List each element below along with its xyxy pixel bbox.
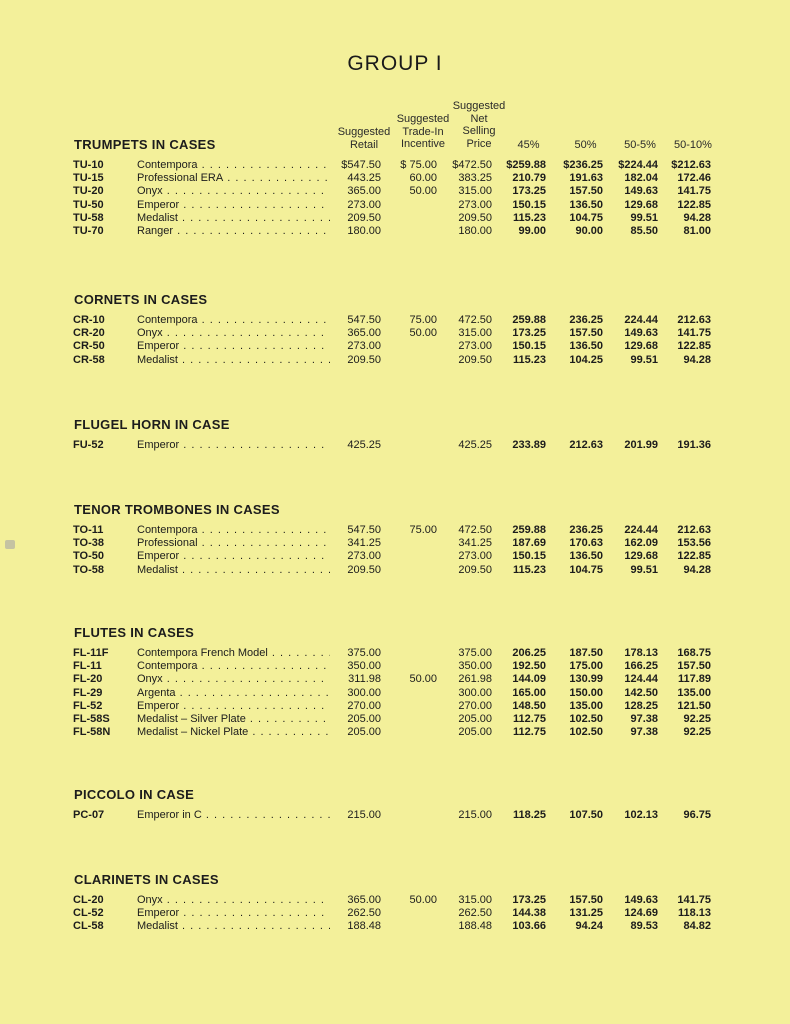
cell-code: CL-58 xyxy=(73,920,104,933)
cell-code: TU-20 xyxy=(73,185,104,198)
cell-p5010: 92.25 xyxy=(683,713,711,725)
cell-p505: 182.04 xyxy=(624,172,658,185)
cell-p50: 212.63 xyxy=(569,439,603,451)
cell-p505: 149.63 xyxy=(624,327,658,340)
cell-code: TU-70 xyxy=(73,225,104,237)
cell-p5010: 212.63 xyxy=(677,524,711,536)
cell-code: PC-07 xyxy=(73,809,105,821)
cell-p50: 130.99 xyxy=(569,673,603,686)
cell-retail: 350.00 xyxy=(347,660,381,673)
cell-p45: 259.88 xyxy=(512,314,546,326)
cell-p50: 135.00 xyxy=(569,699,603,712)
cell-p5010: 81.00 xyxy=(683,225,711,237)
cell-p50: 150.00 xyxy=(569,686,603,699)
cell-p45: 144.09 xyxy=(512,673,546,686)
table-row xyxy=(0,673,790,686)
cell-net: 273.00 xyxy=(458,340,492,353)
cell-p505: 129.68 xyxy=(624,198,658,211)
cell-net: 209.50 xyxy=(458,563,492,576)
cell-p50: 131.25 xyxy=(569,907,603,920)
cell-code: TO-58 xyxy=(73,563,104,576)
cell-p5010: 94.28 xyxy=(683,563,711,576)
cell-retail: 443.25 xyxy=(347,172,381,185)
table-row xyxy=(0,550,790,563)
cell-trade: 75.00 xyxy=(409,524,437,536)
cell-p505: 166.25 xyxy=(624,660,658,673)
cell-trade: 60.00 xyxy=(409,172,437,185)
cell-p505: 224.44 xyxy=(624,524,658,536)
cell-model: Professional ERA . . . xyxy=(137,172,330,185)
cell-model: Emperor . . . xyxy=(137,340,330,353)
cell-model: Emperor . . . xyxy=(137,439,330,452)
cell-net: 273.00 xyxy=(458,550,492,563)
cell-retail: 209.50 xyxy=(347,353,381,366)
cell-p45: 103.66 xyxy=(512,920,546,933)
cell-p45: 187.69 xyxy=(512,537,546,550)
cell-p50: 104.25 xyxy=(569,353,603,366)
cell-p5010: 122.85 xyxy=(677,340,711,353)
cell-p5010: 168.75 xyxy=(677,647,711,659)
cell-p505: 224.44 xyxy=(624,314,658,326)
cell-trade: 50.00 xyxy=(409,185,437,198)
cell-code: CR-50 xyxy=(73,340,105,353)
cell-p45: 150.15 xyxy=(512,340,546,353)
cell-retail: 180.00 xyxy=(347,225,381,237)
table-row xyxy=(0,172,790,185)
cell-code: TU-15 xyxy=(73,172,104,185)
cell-p5010: 135.00 xyxy=(677,686,711,699)
cell-code: TO-38 xyxy=(73,537,104,550)
cell-net: 472.50 xyxy=(458,524,492,536)
cell-code: FL-29 xyxy=(73,686,103,699)
cell-p45: 233.89 xyxy=(512,439,546,451)
cell-p45: 115.23 xyxy=(512,211,546,224)
cell-code: FL-11F xyxy=(73,647,109,659)
table-row xyxy=(0,354,790,367)
cell-code: TU-50 xyxy=(73,198,104,211)
cell-model: Medalist . . . xyxy=(137,212,330,225)
cell-net: 180.00 xyxy=(458,225,492,237)
cell-p50: 104.75 xyxy=(569,563,603,576)
table-row xyxy=(0,439,790,452)
section-title: PICCOLO IN CASE xyxy=(74,787,195,802)
table-row xyxy=(0,713,790,726)
cell-model: Onyx . . . xyxy=(137,327,330,340)
cell-retail: 375.00 xyxy=(347,647,381,659)
cell-code: FL-52 xyxy=(73,699,103,712)
cell-net: 315.00 xyxy=(458,327,492,340)
cell-model: Emperor . . . xyxy=(137,700,330,713)
cell-p50: 136.50 xyxy=(569,550,603,563)
cell-trade: $ 75.00 xyxy=(400,159,437,171)
cell-net: 472.50 xyxy=(458,314,492,326)
cell-model: Professional . . . xyxy=(137,537,330,550)
table-row xyxy=(0,809,790,822)
cell-net: 425.25 xyxy=(458,439,492,451)
cell-p5010: 122.85 xyxy=(677,550,711,563)
cell-p45: 206.25 xyxy=(512,647,546,659)
header-net-price xyxy=(449,100,509,150)
section-title: FLUGEL HORN IN CASE xyxy=(74,417,230,432)
cell-p5010: 121.50 xyxy=(677,699,711,712)
section-title: CORNETS IN CASES xyxy=(74,292,208,307)
cell-p505: 99.51 xyxy=(630,211,658,224)
cell-p50: 94.24 xyxy=(575,920,603,933)
table-row xyxy=(0,185,790,198)
cell-retail: 547.50 xyxy=(347,524,381,536)
cell-model: Onyx . . . xyxy=(137,185,330,198)
cell-net: 209.50 xyxy=(458,211,492,224)
cell-p505: 89.53 xyxy=(630,920,658,933)
cell-p50: 102.50 xyxy=(569,713,603,725)
cell-p50: $236.25 xyxy=(563,159,603,171)
cell-p505: 102.13 xyxy=(624,809,658,821)
section-title: TENOR TROMBONES IN CASES xyxy=(74,502,280,517)
cell-retail: 300.00 xyxy=(347,686,381,699)
cell-p5010: 141.75 xyxy=(677,185,711,198)
cell-code: FL-20 xyxy=(73,673,103,686)
cell-trade: 50.00 xyxy=(409,327,437,340)
header-retail xyxy=(334,126,394,151)
cell-net: 205.00 xyxy=(458,726,492,739)
cell-p505: 128.25 xyxy=(624,699,658,712)
cell-p505: 162.09 xyxy=(624,537,658,550)
table-row xyxy=(0,700,790,713)
cell-p505: 85.50 xyxy=(630,225,658,237)
cell-model: Emperor . . . xyxy=(137,550,330,563)
cell-p50: 170.63 xyxy=(569,537,603,550)
cell-p5010: 153.56 xyxy=(677,537,711,550)
cell-p45: 99.00 xyxy=(518,225,546,237)
cell-net: 261.98 xyxy=(458,673,492,686)
cell-code: TU-58 xyxy=(73,211,104,224)
cell-p505: 149.63 xyxy=(624,185,658,198)
cell-p45: 173.25 xyxy=(512,185,546,198)
table-row xyxy=(0,660,790,673)
header-50-10: 50-10% xyxy=(674,139,712,151)
cell-p45: 210.79 xyxy=(512,172,546,185)
cell-retail: 209.50 xyxy=(347,563,381,576)
table-row xyxy=(0,159,790,172)
cell-model: Contempora . . . xyxy=(137,159,330,172)
cell-net: 341.25 xyxy=(458,537,492,550)
cell-p45: 150.15 xyxy=(512,198,546,211)
cell-p5010: 157.50 xyxy=(677,660,711,673)
cell-p50: 236.25 xyxy=(569,314,603,326)
cell-p505: 129.68 xyxy=(624,340,658,353)
cell-p45: 165.00 xyxy=(512,686,546,699)
cell-code: FU-52 xyxy=(73,439,104,451)
cell-net: 315.00 xyxy=(458,185,492,198)
cell-p505: 124.69 xyxy=(624,907,658,920)
header-trade-in xyxy=(392,113,454,151)
header-retail-line1: Suggested xyxy=(337,126,391,138)
cell-retail: 209.50 xyxy=(347,211,381,224)
cell-p45: 112.75 xyxy=(512,726,546,739)
cell-p50: 136.50 xyxy=(569,340,603,353)
table-row xyxy=(0,340,790,353)
cell-model: Onyx . . . xyxy=(137,894,330,907)
table-row xyxy=(0,537,790,550)
table-row xyxy=(0,687,790,700)
cell-p45: 150.15 xyxy=(512,550,546,563)
header-net-line2: Net xyxy=(470,112,488,125)
cell-p45: 144.38 xyxy=(512,907,546,920)
cell-p5010: 96.75 xyxy=(683,809,711,821)
header-trade-line3: Incentive xyxy=(400,138,446,150)
page-title: GROUP I xyxy=(347,52,443,75)
table-row xyxy=(0,524,790,537)
cell-model: Emperor in C . . . xyxy=(137,809,330,822)
cell-p5010: 191.36 xyxy=(677,439,711,451)
cell-p505: 201.99 xyxy=(624,439,658,451)
cell-p505: 99.51 xyxy=(630,563,658,576)
header-50: 50% xyxy=(574,139,597,151)
cell-net: $472.50 xyxy=(452,159,492,171)
cell-p45: 173.25 xyxy=(512,327,546,340)
header-trade-line1: Suggested xyxy=(396,113,450,125)
cell-p5010: $212.63 xyxy=(671,159,711,171)
cell-retail: 205.00 xyxy=(347,726,381,739)
cell-code: CR-10 xyxy=(73,314,105,326)
cell-retail: 547.50 xyxy=(347,314,381,326)
cell-p50: 157.50 xyxy=(569,185,603,198)
table-row xyxy=(0,726,790,739)
table-row xyxy=(0,212,790,225)
cell-retail: 311.98 xyxy=(348,673,381,686)
cell-retail: 188.48 xyxy=(347,920,381,933)
cell-retail: $547.50 xyxy=(341,159,381,171)
cell-code: CR-58 xyxy=(73,353,105,366)
cell-code: FL-58N xyxy=(73,726,111,739)
cell-p5010: 92.25 xyxy=(683,726,711,739)
cell-net: 188.48 xyxy=(458,920,492,933)
table-row xyxy=(0,314,790,327)
cell-retail: 215.00 xyxy=(347,809,381,821)
cell-p50: 157.50 xyxy=(569,327,603,340)
cell-p50: 102.50 xyxy=(569,726,603,739)
cell-model: Argenta . . . xyxy=(137,687,330,700)
binder-hole-mark xyxy=(5,540,15,549)
cell-p50: 191.63 xyxy=(569,172,603,185)
cell-p505: 142.50 xyxy=(624,686,658,699)
cell-p5010: 84.82 xyxy=(683,920,711,933)
table-row xyxy=(0,907,790,920)
cell-net: 350.00 xyxy=(458,660,492,673)
cell-p5010: 118.13 xyxy=(677,907,711,920)
cell-p50: 104.75 xyxy=(569,211,603,224)
cell-p45: 115.23 xyxy=(512,353,546,366)
cell-p505: 178.13 xyxy=(624,647,658,659)
cell-net: 209.50 xyxy=(458,353,492,366)
cell-p5010: 141.75 xyxy=(677,327,711,340)
cell-p45: 173.25 xyxy=(512,894,546,906)
header-net-line1: Suggested xyxy=(452,100,506,112)
cell-model: Contempora . . . xyxy=(137,314,330,327)
cell-net: 300.00 xyxy=(458,686,492,699)
cell-p45: 148.50 xyxy=(512,699,546,712)
cell-net: 273.00 xyxy=(458,198,492,211)
header-retail-line2: Retail xyxy=(349,138,379,151)
cell-net: 270.00 xyxy=(458,699,492,712)
table-row xyxy=(0,564,790,577)
cell-p50: 90.00 xyxy=(575,225,603,237)
cell-model: Ranger . . . xyxy=(137,225,330,238)
cell-net: 215.00 xyxy=(458,809,492,821)
cell-code: FL-58S xyxy=(73,713,110,725)
header-net-line4: Price xyxy=(466,137,492,150)
cell-retail: 273.00 xyxy=(347,198,381,211)
cell-model: Onyx . . . xyxy=(137,673,330,686)
table-row xyxy=(0,894,790,907)
cell-code: TO-11 xyxy=(73,524,104,536)
cell-model: Medalist – Silver Plate . . . xyxy=(137,713,330,726)
cell-p45: 112.75 xyxy=(512,713,546,725)
cell-p505: 97.38 xyxy=(630,726,658,739)
cell-model: Medalist . . . xyxy=(137,920,330,933)
cell-model: Medalist . . . xyxy=(137,564,330,577)
cell-retail: 270.00 xyxy=(347,699,381,712)
cell-model: Emperor . . . xyxy=(137,907,330,920)
cell-code: FL-11 xyxy=(73,660,102,673)
cell-p505: 129.68 xyxy=(624,550,658,563)
cell-p45: 118.25 xyxy=(512,809,546,821)
cell-trade: 50.00 xyxy=(409,673,437,686)
cell-p50: 107.50 xyxy=(569,809,603,821)
cell-retail: 273.00 xyxy=(347,340,381,353)
cell-trade: 75.00 xyxy=(409,314,437,326)
cell-model: Emperor . . . xyxy=(137,199,330,212)
cell-retail: 341.25 xyxy=(347,537,381,550)
cell-retail: 205.00 xyxy=(347,713,381,725)
table-row xyxy=(0,225,790,238)
cell-net: 315.00 xyxy=(458,894,492,906)
header-net-line3: Selling xyxy=(462,125,496,137)
cell-p505: 124.44 xyxy=(624,673,658,686)
cell-p50: 175.00 xyxy=(569,660,603,673)
cell-model: Medalist – Nickel Plate . . . xyxy=(137,726,330,739)
cell-p505: $224.44 xyxy=(618,159,658,171)
cell-p45: 115.23 xyxy=(512,563,546,576)
table-row xyxy=(0,327,790,340)
cell-model: Medalist . . . xyxy=(137,354,330,367)
cell-p505: 97.38 xyxy=(630,713,658,725)
header-trade-line2: Trade-In xyxy=(402,125,444,138)
cell-retail: 425.25 xyxy=(347,439,381,451)
cell-retail: 365.00 xyxy=(347,894,381,906)
cell-p50: 187.50 xyxy=(569,647,603,659)
cell-p5010: 117.89 xyxy=(677,673,711,686)
cell-code: CR-20 xyxy=(73,327,105,340)
cell-net: 383.25 xyxy=(458,172,492,185)
cell-p5010: 94.28 xyxy=(683,211,711,224)
cell-net: 375.00 xyxy=(458,647,492,659)
cell-p45: 259.88 xyxy=(512,524,546,536)
section-title: TRUMPETS IN CASES xyxy=(74,137,216,152)
cell-retail: 365.00 xyxy=(347,327,381,340)
cell-p45: 192.50 xyxy=(512,660,546,673)
cell-p5010: 212.63 xyxy=(677,314,711,326)
cell-p50: 157.50 xyxy=(569,894,603,906)
table-row xyxy=(0,199,790,212)
cell-code: CL-52 xyxy=(73,907,104,920)
cell-p505: 149.63 xyxy=(624,894,658,906)
cell-model: Contempora . . . xyxy=(137,524,330,537)
cell-p5010: 141.75 xyxy=(677,894,711,906)
table-row xyxy=(0,920,790,933)
cell-p505: 99.51 xyxy=(630,353,658,366)
cell-p5010: 122.85 xyxy=(677,198,711,211)
cell-code: TU-10 xyxy=(73,159,104,171)
cell-trade: 50.00 xyxy=(409,894,437,906)
cell-retail: 273.00 xyxy=(347,550,381,563)
cell-p5010: 94.28 xyxy=(683,353,711,366)
cell-net: 262.50 xyxy=(458,907,492,920)
cell-p50: 136.50 xyxy=(569,198,603,211)
header-50-5: 50-5% xyxy=(624,139,656,151)
cell-p45: $259.88 xyxy=(506,159,546,171)
cell-model: Contempora . . . xyxy=(137,660,330,673)
cell-retail: 365.00 xyxy=(347,185,381,198)
cell-code: TO-50 xyxy=(73,550,104,563)
section-title: CLARINETS IN CASES xyxy=(74,872,219,887)
cell-model: Contempora French Model . . . xyxy=(137,647,330,660)
header-45: 45% xyxy=(517,139,540,151)
cell-p5010: 172.46 xyxy=(677,172,711,185)
section-title: FLUTES IN CASES xyxy=(74,625,195,640)
cell-code: CL-20 xyxy=(73,894,104,906)
cell-net: 205.00 xyxy=(458,713,492,725)
cell-retail: 262.50 xyxy=(347,907,381,920)
cell-p50: 236.25 xyxy=(569,524,603,536)
table-row xyxy=(0,647,790,660)
